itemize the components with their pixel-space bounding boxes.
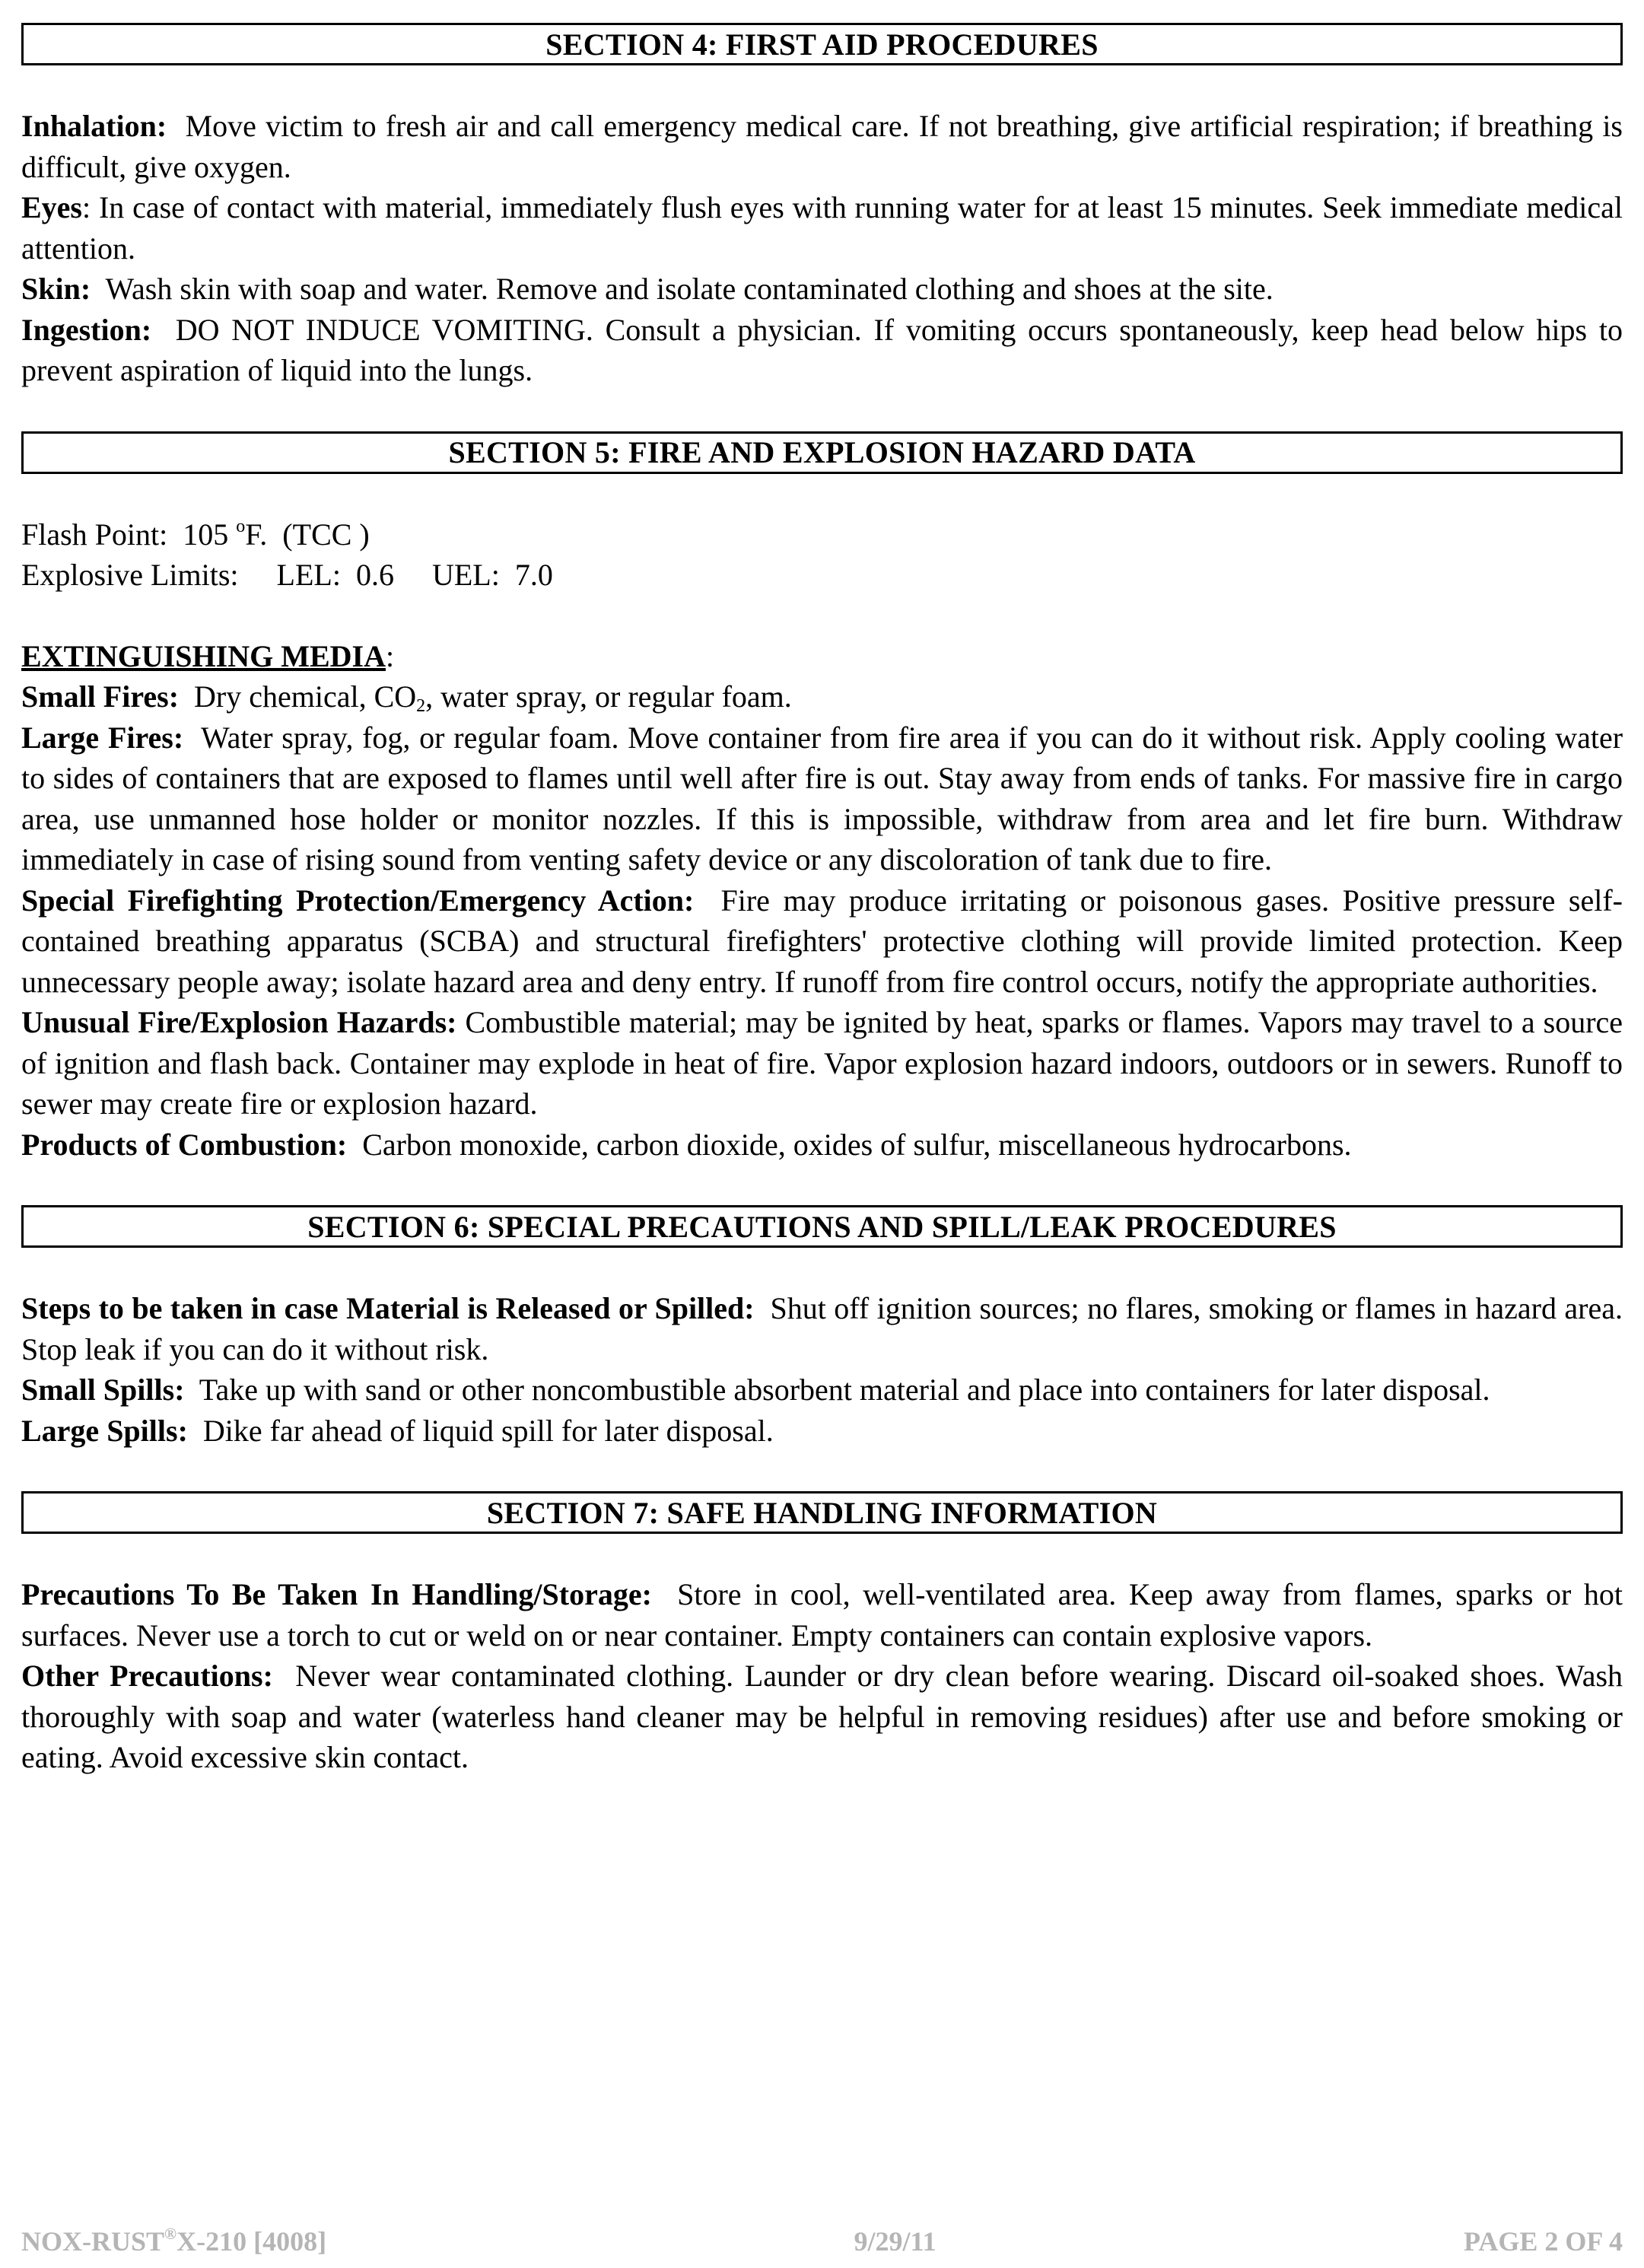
footer-product: NOX-RUST®X-210 [4008] (21, 2224, 327, 2257)
other-precautions: Other Precautions: Never wear contaminated clothing. Launder or dry clean before wearing. Discard oil-soaked shoes. Wash thoroughly with soap and water (waterless hand cleaner may be helpful in removing residues) after use and before smoking or eating. Avoid excessive skin contact. (21, 1659, 1623, 1774)
extinguishing-media-heading: EXTINGUISHING MEDIA: (21, 638, 395, 673)
first-aid-eyes: Eyes: In case of contact with material, immediately flush eyes with running water for at least 15 minutes. Seek immediate medical attention. (21, 190, 1623, 266)
small-fires: Small Fires: Dry chemical, $CO_2$, water spray, or regular foam. (21, 679, 792, 716)
small-spills: Small Spills: Take up with sand or other noncombustible absorbent material and place into containers for later disposal. (21, 1373, 1490, 1407)
section6-title: SECTION 6: SPECIAL PRECAUTIONS AND SPILL/LEAK PROCEDURES (307, 1209, 1337, 1244)
section7-header (21, 1491, 1623, 1534)
release-steps: Steps to be taken in case Material is Released or Spilled: Shut off ignition sources; no flares, smoking or flames in hazard area. Stop leak if you can do it without risk. (21, 1291, 1623, 1366)
first-aid-skin: Skin: Wash skin with soap and water. Remove and isolate contaminated clothing and shoes at the site. (21, 272, 1274, 306)
footer-date: 9/29/11 (854, 2226, 936, 2257)
handling-storage: Precautions To Be Taken In Handling/Storage: Store in cool, well-ventilated area. Keep away from flames, sparks or hot surfaces. Never use a torch to cut or weld on or near container. Empty containers can contain explosive vapors. (21, 1577, 1623, 1652)
section7-title: SECTION 7: SAFE HANDLING INFORMATION (486, 1495, 1158, 1530)
special-firefighting: Special Firefighting Protection/Emergency Action: Fire may produce irritating or poisonous gases. Positive pressure self-contained breathing apparatus (SCBA) and structural firefighters' protective clothing will provide limited protection. Keep unnecessary people away; isolate hazard area and deny entry. If runoff from fire control occurs, notify the appropriate authorities. (21, 883, 1623, 999)
page-footer (21, 2225, 1623, 2257)
first-aid-ingestion: Ingestion: DO NOT INDUCE VOMITING. Consult a physician. If vomiting occurs spontaneously, keep head below hips to prevent aspiration of liquid into the lungs. (21, 312, 1623, 387)
footer-page-number: PAGE 2 OF 4 (1464, 2226, 1623, 2257)
section4-title: SECTION 4: FIRST AID PROCEDURES (545, 27, 1099, 62)
first-aid-inhalation: Inhalation: Move victim to fresh air and call emergency medical care. If not breathing, give artificial respiration; if breathing is difficult, give oxygen. (21, 109, 1623, 184)
msds-page (21, 23, 1623, 1778)
section5-header (21, 431, 1623, 474)
large-fires: Large Fires: Water spray, fog, or regular foam. Move container from fire area if you can do it without risk. Apply cooling water to sides of containers that are exposed to flames until well after fire is out. Stay away from ends of tanks. For massive fire in cargo area, use unmanned hose holder or monitor nozzles. If this is impossible, withdraw from area and let fire burn. Withdraw immediately in case of rising sound from venting safety device or any discoloration of tank due to fire. (21, 720, 1623, 876)
flash-point: Flash Point: 105 $^o$F. (TCC ) (21, 516, 370, 552)
large-spills: Large Spills: Dike far ahead of liquid spill for later disposal. (21, 1413, 774, 1448)
explosive-limits: Explosive Limits: LEL: 0.6 UEL: 7.0 (21, 558, 553, 592)
section5-title: SECTION 5: FIRE AND EXPLOSION HAZARD DATA (448, 435, 1196, 469)
section4-header (21, 23, 1623, 65)
products-of-combustion: Products of Combustion: Carbon monoxide, carbon dioxide, oxides of sulfur, miscellaneous hydrocarbons. (21, 1127, 1352, 1162)
unusual-hazards: Unusual Fire/Explosion Hazards: Combustible material; may be ignited by heat, sparks or flames. Vapors may travel to a source of ignition and flash back. Container may explode in heat of fire. Vapor explosion hazard indoors, outdoors or in sewers. Runoff to sewer may create fire or explosion hazard. (21, 1005, 1623, 1121)
section6-header (21, 1205, 1623, 1248)
